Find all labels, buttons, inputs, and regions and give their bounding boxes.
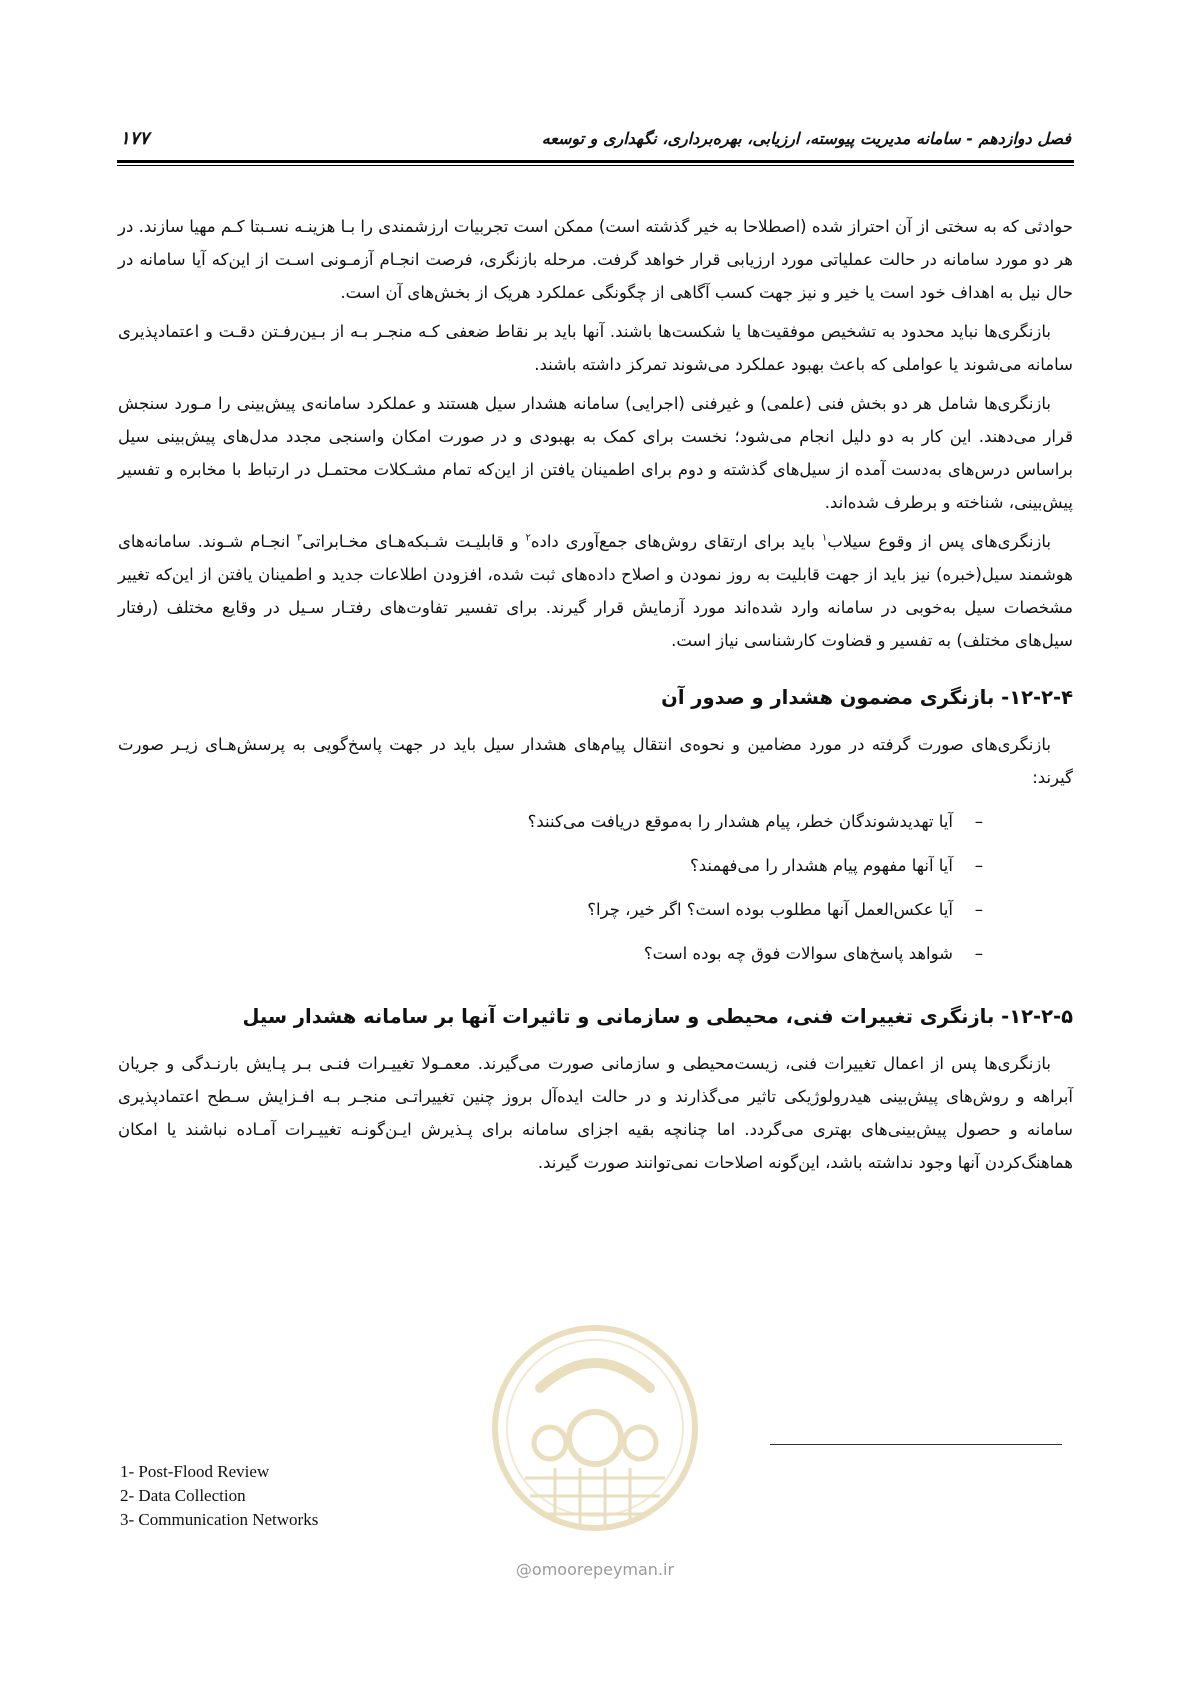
footnote-item: 2- Data Collection (120, 1486, 246, 1505)
paragraph: حوادثی که به سختی از آن احتراز شده (اصطلاحا به خیر گذشته است) ممکن است تجربیات ارزشمندی را بـا هزینـه نسـبتا کـم مهیا سازند. در هر دو مورد سامانه در حالت عملیاتی مورد ارزیابی قرار خواهد گرفت. مرحله بازنگری، فرصت انجـام آزمـونی اسـت از این‌که آیا سامانه در حال نیل به اهداف خود است یا خیر و نیز جهت کسب آگاهی از چگونگی عملکرد هریک از بخش‌های آن است. (118, 217, 1073, 302)
header-divider (117, 160, 1074, 166)
paragraph-with-footnotes (118, 525, 1073, 657)
list-item-text: آیا آنها مفهوم پیام هشدار را می‌فهمند؟ (689, 856, 953, 875)
footnote-divider (770, 1444, 1062, 1445)
bullet-dash: – (974, 856, 983, 875)
text-run: بازنگری‌های پس از وقوع سیلاب (827, 532, 1051, 551)
watermark-logo-icon (485, 1318, 705, 1548)
watermark-url: @omoorepeyman.ir (515, 1560, 675, 1579)
list-item (118, 888, 983, 932)
footnote-ref[interactable]: ۳ (296, 532, 303, 544)
paragraph: بازنگری‌ها نباید محدود به تشخیص موفقیت‌ها یا شکست‌ها باشند. آنها باید بر نقاط ضعفی کـه منجـر بـه از بـین‌رفـتن دقـت و اعتمادپذیری سامانه می‌شوند یا عواملی که باعث بهبود عملکرد می‌شوند تمرکز داشته باشند. (118, 322, 1073, 374)
footnotes (120, 1460, 318, 1532)
page-number: ۱۷۷ (120, 128, 150, 149)
list-item-text: آیا عکس‌العمل آنها مطلوب بوده است؟ اگر خیر، چرا؟ (587, 900, 953, 919)
chapter-title: فصل دوازدهم - سامانه مدیریت پیوسته، ارزیابی، بهره‌برداری، نگهداری و توسعه (541, 129, 1071, 148)
paragraph: بازنگری‌های صورت گرفته در مورد مضامین و نحوه‌ی انتقال پیام‌های هشدار سیل باید در جهت پاسخ‌گویی به پرسش‌هـای زیـر صورت گیرند: (118, 735, 1073, 787)
list-item-text: شواهد پاسخ‌های سوالات فوق چه بوده است؟ (643, 944, 953, 963)
footnote-ref[interactable]: ۲ (525, 532, 531, 544)
list-item-text: آیا تهدیدشوندگان خطر، پیام هشدار را به‌موقع دریافت می‌کنند؟ (527, 812, 953, 831)
running-header (120, 128, 1071, 149)
question-list (118, 800, 983, 976)
section-heading: ۱۲-۲-۵- بازنگری تغییرات فنی، محیطی و سازمانی و تاثیرات آنها بر سامانه هشدار سیل (242, 1005, 1073, 1028)
bullet-dash: – (974, 900, 983, 919)
body-text (118, 210, 1073, 1185)
text-run: باید برای ارتقای روش‌های جمع‌آوری داده (530, 532, 822, 551)
footnote-item: 3- Communication Networks (120, 1510, 319, 1529)
text-run: و قابلیـت شـبکه‌هـای مخـابراتی (302, 532, 526, 551)
list-item (118, 932, 983, 976)
paragraph: بازنگری‌ها پس از اعمال تغییرات فنی، زیست‌محیطی و سازمانی صورت می‌گیرند. معمـولا تغییـرات فنـی بـر پـایش بارنـدگی و جریان آبراهه و روش‌های پیش‌بینی هیدرولوژیکی تاثیر می‌گذارند و در حالت ایده‌آل بروز چنین تغییراتـی منجـر بـه افـزایش سـطح اعتمادپذیری سامانه و حصول پیش‌بینی‌های بهتری می‌گردد. اما چنانچه بقیه اجزای سامانه برای پـذیرش ایـن‌گونـه تغییـرات آمـاده نباشند یا امکان هماهنگ‌کردن آنها وجود نداشته باشد، این‌گونه اصلاحات نمی‌توانند صورت گیرند. (118, 1054, 1073, 1172)
bullet-dash: – (974, 944, 983, 963)
list-item (118, 844, 983, 888)
footnote-ref[interactable]: ۱ (821, 532, 828, 544)
section-heading: ۱۲-۲-۴- بازنگری مضمون هشدار و صدور آن (661, 686, 1073, 709)
footnote-item: 1- Post-Flood Review (120, 1462, 270, 1481)
bullet-dash: – (974, 812, 983, 831)
paragraph: بازنگری‌ها شامل هر دو بخش فنی (علمی) و غیرفنی (اجرایی) سامانه هشدار سیل هستند و عملکرد سامانه‌ی پیش‌بینی را مـورد سنجش قرار می‌دهند. این کار به دو دلیل انجام می‌شود؛ نخست برای کمک به بهبودی و در صورت امکان واسنجی مجدد مدل‌های پیش‌بینی سیل براساس درس‌های به‌دست آمده از سیل‌های گذشته و دوم برای اطمینان یافتن از این‌که تمام مشـکلات محتمـل در ارتباط با مخابره و تفسیر پیش‌بینی، شناخته و برطرف شده‌اند. (118, 394, 1073, 512)
list-item (118, 800, 983, 844)
text-run: انجـام شـوند. سامانه‌های هوشمند سیل(خبره) نیز باید از جهت قابلیت به روز نمودن و اصلاح داده‌های ثبت شده، افزودن اطلاعات جدید و اطمینان یافتن از این‌که تغییر مشخصات سیل به‌خوبی در سامانه وارد شده‌اند مورد آزمایش قرار گیرند. برای تفسیر تفاوت‌های رفتـار سـیل در وقایع مختلف (رفتار سیل‌های مختلف) به تفسیر و قضاوت کارشناسی نیاز است. (118, 532, 1073, 650)
